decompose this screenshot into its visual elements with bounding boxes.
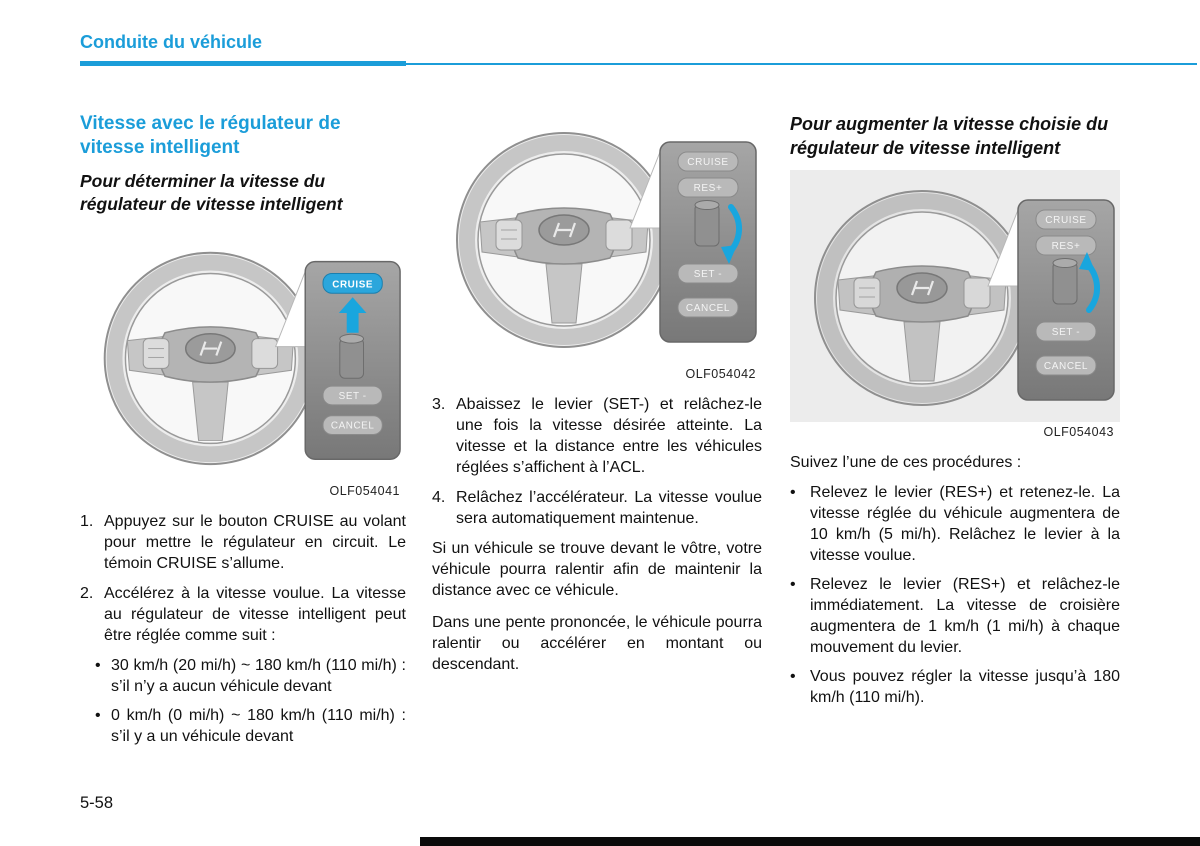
footer-bar <box>420 837 1200 846</box>
cancel-button <box>1036 356 1096 375</box>
bottom-spoke <box>193 382 229 440</box>
bullet-text: • 0 km/h (0 mi/h) ~ 180 km/h (110 mi/h) : s’il y a un véhicule devant <box>111 706 406 745</box>
page-header-title: Conduite du véhicule <box>80 32 263 52</box>
bullet-text: • Relevez le levier (RES+) et retenez-le. La vitesse réglée du véhicule augmentera de 10 km/h (5 mi/h). Relâchez le levier à la vitesse voulue. <box>810 484 1120 564</box>
bullet-item <box>95 705 406 747</box>
intro-text: Suivez l’une de ces procédures : <box>790 454 1022 471</box>
step-item <box>80 583 406 646</box>
control-stalk <box>340 334 364 378</box>
step-number: 4. <box>432 489 446 506</box>
svg-text:CRUISE: CRUISE <box>332 279 374 291</box>
step-number: 3. <box>432 396 446 413</box>
svg-text:SET -: SET - <box>338 390 367 402</box>
figure-image <box>790 170 1120 422</box>
paragraph: Si un véhicule se trouve devant le vôtre, votre véhicule pourra ralentir afin de maintenir la distance avec ce véhicule. <box>432 540 762 599</box>
step-text: Appuyez sur le bouton CRUISE au volant pour mettre le régulateur en circuit. Le témoin CRUISE s’allume. <box>104 512 406 572</box>
section-subtitle: Pour augmenter la vitesse choisie du régulateur de vitesse intelligent <box>790 114 1109 158</box>
paragraph: Dans une pente prononcée, le véhicule pourra ralentir ou accélérer en montant ou descendant. <box>432 614 762 673</box>
step-text: Abaissez le levier (SET-) et relâchez-le une fois la vitesse désirée atteinte. La vitesse et la distance entre les véhicules réglées s’affichent à l’ACL. <box>456 396 762 476</box>
header-rule-thick <box>80 61 406 66</box>
step-item <box>432 487 762 529</box>
figure-label: OLF054042 <box>685 367 756 381</box>
steering-wheel <box>457 133 671 347</box>
control-panel <box>660 142 756 342</box>
figure-image <box>432 112 762 364</box>
control-panel <box>305 262 400 460</box>
svg-text:RES+: RES+ <box>1051 241 1081 252</box>
steering-wheel-figure-3 <box>790 170 1120 422</box>
bullet-text: • Relevez le levier (RES+) et relâchez-le immédiatement. La vitesse de croisière augmentera de 1 km/h (1 mi/h) à chaque mouvement du levier. <box>810 576 1120 656</box>
svg-text:CANCEL: CANCEL <box>685 303 731 314</box>
svg-text:CANCEL: CANCEL <box>1043 361 1089 372</box>
step-text: Relâchez l’accélérateur. La vitesse voulue sera automatiquement maintenue. <box>456 489 762 527</box>
bullet-item <box>95 655 406 697</box>
bullet-text: • 30 km/h (20 mi/h) ~ 180 km/h (110 mi/h) : s’il n’y a aucun véhicule devant <box>111 656 406 695</box>
bullet-item <box>790 574 1120 658</box>
figure-set-lever <box>432 112 762 382</box>
header-rule-thin <box>406 63 1197 65</box>
column-left <box>80 112 406 755</box>
cruise-button <box>678 152 738 171</box>
control-stalk <box>1053 259 1077 305</box>
set-button <box>678 264 738 283</box>
section-title: Vitesse avec le régulateur de vitesse intelligent <box>80 113 341 158</box>
step-number: 2. <box>80 584 94 602</box>
column-middle <box>432 112 762 686</box>
step-item <box>80 511 406 574</box>
steering-wheel-figure-2 <box>432 112 762 364</box>
figure-res-lever <box>790 170 1120 440</box>
figure-image <box>80 232 406 481</box>
bullet-item <box>790 482 1120 566</box>
bullet-text: • Vous pouvez régler la vitesse jusqu’à 180 km/h (110 mi/h). <box>810 668 1120 706</box>
steering-wheel <box>815 191 1029 405</box>
steering-wheel-figure-1 <box>80 232 406 481</box>
svg-text:CANCEL: CANCEL <box>330 420 375 432</box>
set-button <box>1036 322 1096 341</box>
set-button <box>323 386 382 405</box>
svg-text:SET -: SET - <box>1051 327 1081 338</box>
page-number: 5-58 <box>80 794 114 812</box>
control-stalk <box>695 201 719 247</box>
res-button <box>678 178 738 197</box>
figure-label: OLF054041 <box>329 483 400 498</box>
figure-label: OLF054043 <box>1043 425 1114 439</box>
cruise-button <box>1036 210 1096 229</box>
svg-text:SET -: SET - <box>693 269 723 280</box>
steering-wheel <box>105 253 316 464</box>
cancel-button <box>323 416 382 435</box>
control-panel <box>1018 200 1114 400</box>
step-text: Accélérez à la vitesse voulue. La vitesse au régulateur de vitesse intelligent peut être réglée comme suit : <box>104 584 406 644</box>
bottom-spoke <box>546 264 582 323</box>
svg-text:CRUISE: CRUISE <box>1045 215 1087 226</box>
figure-cruise-button <box>80 232 406 499</box>
bullet-item <box>790 666 1120 708</box>
section-subtitle: Pour déterminer la vitesse du régulateur de vitesse intelligent <box>80 171 343 214</box>
column-right <box>790 112 1120 716</box>
svg-text:RES+: RES+ <box>693 183 723 194</box>
cruise-button <box>323 273 382 293</box>
step-item <box>432 394 762 478</box>
step-number: 1. <box>80 512 94 530</box>
cancel-button <box>678 298 738 317</box>
bottom-spoke <box>904 322 940 381</box>
svg-text:CRUISE: CRUISE <box>687 157 729 168</box>
